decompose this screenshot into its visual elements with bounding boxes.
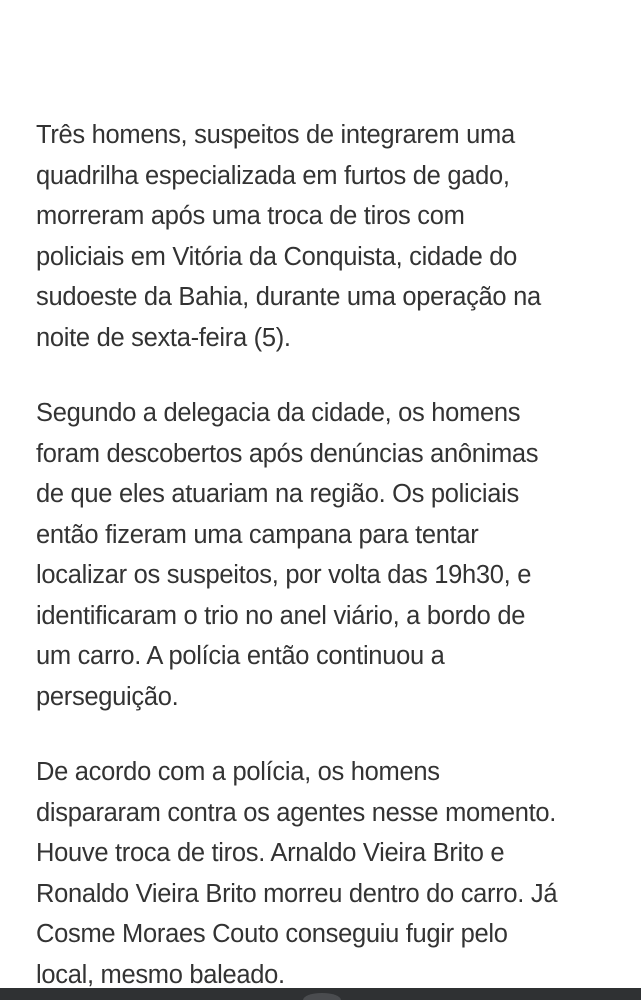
paragraph-line: noite de sexta-feira (5). (36, 323, 291, 352)
paragraph-line: então fizeram uma campana para tentar (36, 520, 479, 549)
article-body (36, 115, 616, 995)
paragraph-line: de que eles atuariam na região. Os policiais (36, 480, 519, 508)
paragraph-line: Cosme Moraes Couto conseguiu fugir pelo (36, 920, 508, 948)
paragraph-line: Houve troca de tiros. Arnaldo Vieira Brito e (36, 839, 505, 867)
paragraph-line: Ronaldo Vieira Brito morreu dentro do carro. Já (36, 879, 558, 908)
paragraph-line: De acordo com a polícia, os homens (36, 758, 440, 786)
paragraph-line: dispararam contra os agentes nesse momento. (36, 798, 557, 827)
paragraph-line: local, mesmo baleado. (36, 960, 285, 989)
paragraph-line: foram descobertos após denúncias anônimas (36, 439, 539, 468)
paragraph-line: perseguição. (36, 682, 179, 711)
paragraph-line: morreram após uma troca de tiros com (36, 202, 465, 230)
paragraph-line: identificaram o trio no anel viário, a bordo de (36, 601, 526, 630)
paragraph-line: policiais em Vitória da Conquista, cidade do (36, 242, 518, 271)
paragraph-line: quadrilha especializada em furtos de gado, (36, 161, 510, 190)
paragraph-3 (36, 752, 616, 995)
paragraph-line: localizar os suspeitos, por volta das 19h30, e (36, 561, 532, 589)
paragraph-line: um carro. A polícia então continuou a (36, 642, 445, 670)
paragraph-line: Segundo a delegacia da cidade, os homens (36, 399, 521, 427)
paragraph-1 (36, 115, 616, 358)
toolbar-handle-icon[interactable] (303, 993, 341, 1000)
paragraph-line: Três homens, suspeitos de integrarem uma (36, 121, 515, 149)
bottom-toolbar (0, 988, 641, 1000)
paragraph-2 (36, 393, 616, 717)
paragraph-line: sudoeste da Bahia, durante uma operação na (36, 283, 541, 311)
